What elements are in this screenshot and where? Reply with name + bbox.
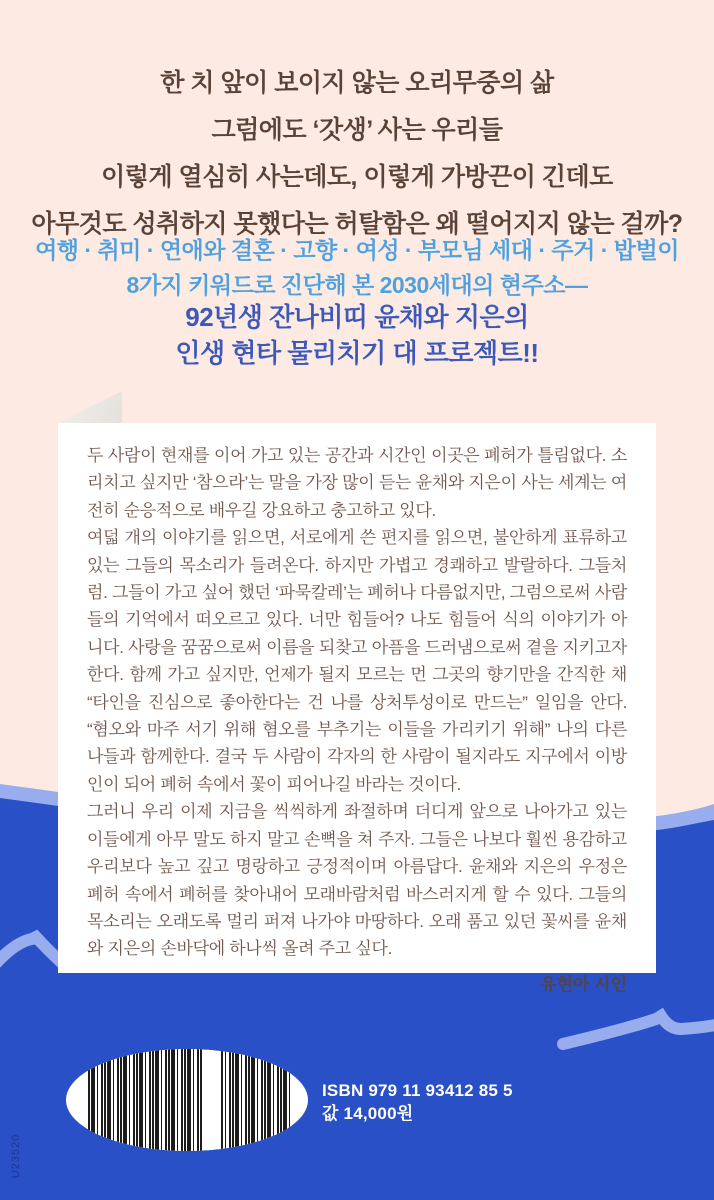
isbn-text: ISBN 979 11 93412 85 5: [322, 1081, 513, 1100]
review-paragraph: 두 사람이 현재를 이어 가고 있는 공간과 시간인 이곳은 폐허가 틀림없다. 소리치고 싶지만 ‘참으라’는 말을 가장 많이 듣는 윤채와 지은이 사는 세계는 여전히 순응적으로 배우길 강요하고 충고하고 있다.: [87, 446, 627, 520]
tagline-line: 92년생 잔나비띠 윤채와 지은의: [185, 302, 529, 332]
keywords-line: 여행 · 취미 · 연애와 결혼 · 고향 · 여성 · 부모님 세대 · 주거 · 밥벌이: [35, 237, 679, 263]
headline-line: 그럼에도 ‘갓생’ 사는 우리들: [211, 116, 503, 144]
reviewer-signature: 유현아 시인: [540, 974, 627, 994]
review-card: [58, 423, 656, 994]
review-paragraph: 여덟 개의 이야기를 읽으면, 서로에게 쓴 편지를 읽으면, 불안하게 표류하고 있는 그들의 목소리가 들려온다. 하지만 가볍고 경쾌하고 발랄하다. 그들처럼. 그들이 가고 싶어 했던 ‘파묵칼레’는 폐허나 다름없지만, 그럼으로써 사람들의 기억에서 떠오르고 있다. 너만 힘들어? 나도 힘들어 식의 이야기가 아니다. 사랑을 꿈꿈으로써 이름을 되찾고 아픔을 드러냄으로써 곁을 지키고자 한다. 함께 가고 싶지만, 언제가 될지 모르는 먼 그곳의 향기만을 간직한 채 “타인을 진심으로 좋아한다는 건 나를 상처투성이로 만드는” 일임을 안다. “혐오와 마주 서기 위해 혐오를 부추기는 이들을 가리키기 위해” 나의 다른 나들과 함께한다. 결국 두 사람이 각자의 한 사람이 될지라도 지구에서 이방인이 되어 폐허 속에서 꽃이 피어나길 바라는 것이다.: [87, 528, 627, 794]
headline-line: 아무것도 성취하지 못했다는 허탈함은 왜 떨어지지 않는 걸까?: [31, 210, 683, 238]
isbn-block: [322, 1079, 513, 1125]
review-paragraph: 그러니 우리 이제 지금을 씩씩하게 좌절하며 더디게 앞으로 나아가고 있는 이들에게 아무 말도 하지 말고 손뼉을 쳐 주자. 그들은 나보다 훨씬 용감하고 우리보다 높고 깊고 명랑하고 긍정적이며 아름답다. 윤채와 지은의 우정은 폐허 속에서 폐허를 찾아내어 모래바람처럼 바스러지게 할 수 있다. 그들의 목소리는 오래도록 멀리 퍼져 나가야 마땅하다. 오래 품고 있던 꽃씨를 윤채와 지은의 손바닥에 하나씩 올려 주고 싶다.: [87, 802, 627, 959]
review-text: [87, 442, 627, 963]
price-text: 값 14,000원: [322, 1104, 414, 1123]
barcode-ellipse: [66, 1049, 308, 1151]
tagline-line: 인생 현타 물리치기 대 프로젝트!!: [175, 338, 539, 368]
print-code-watermark: U23520: [10, 1133, 22, 1179]
headline-line: 이렇게 열심히 사는데도, 이렇게 가방끈이 긴데도: [101, 163, 613, 191]
barcode-bars: [88, 1049, 292, 1151]
headline-block: [0, 60, 714, 248]
headline-line: 한 치 앞이 보이지 않는 오리무중의 삶: [160, 69, 554, 97]
tagline-block: [0, 299, 714, 371]
folded-corner: [58, 391, 122, 423]
keywords-subline: 8가지 키워드로 진단해 본 2030세대의 현주소—: [126, 272, 588, 298]
keywords-block: [0, 233, 714, 303]
